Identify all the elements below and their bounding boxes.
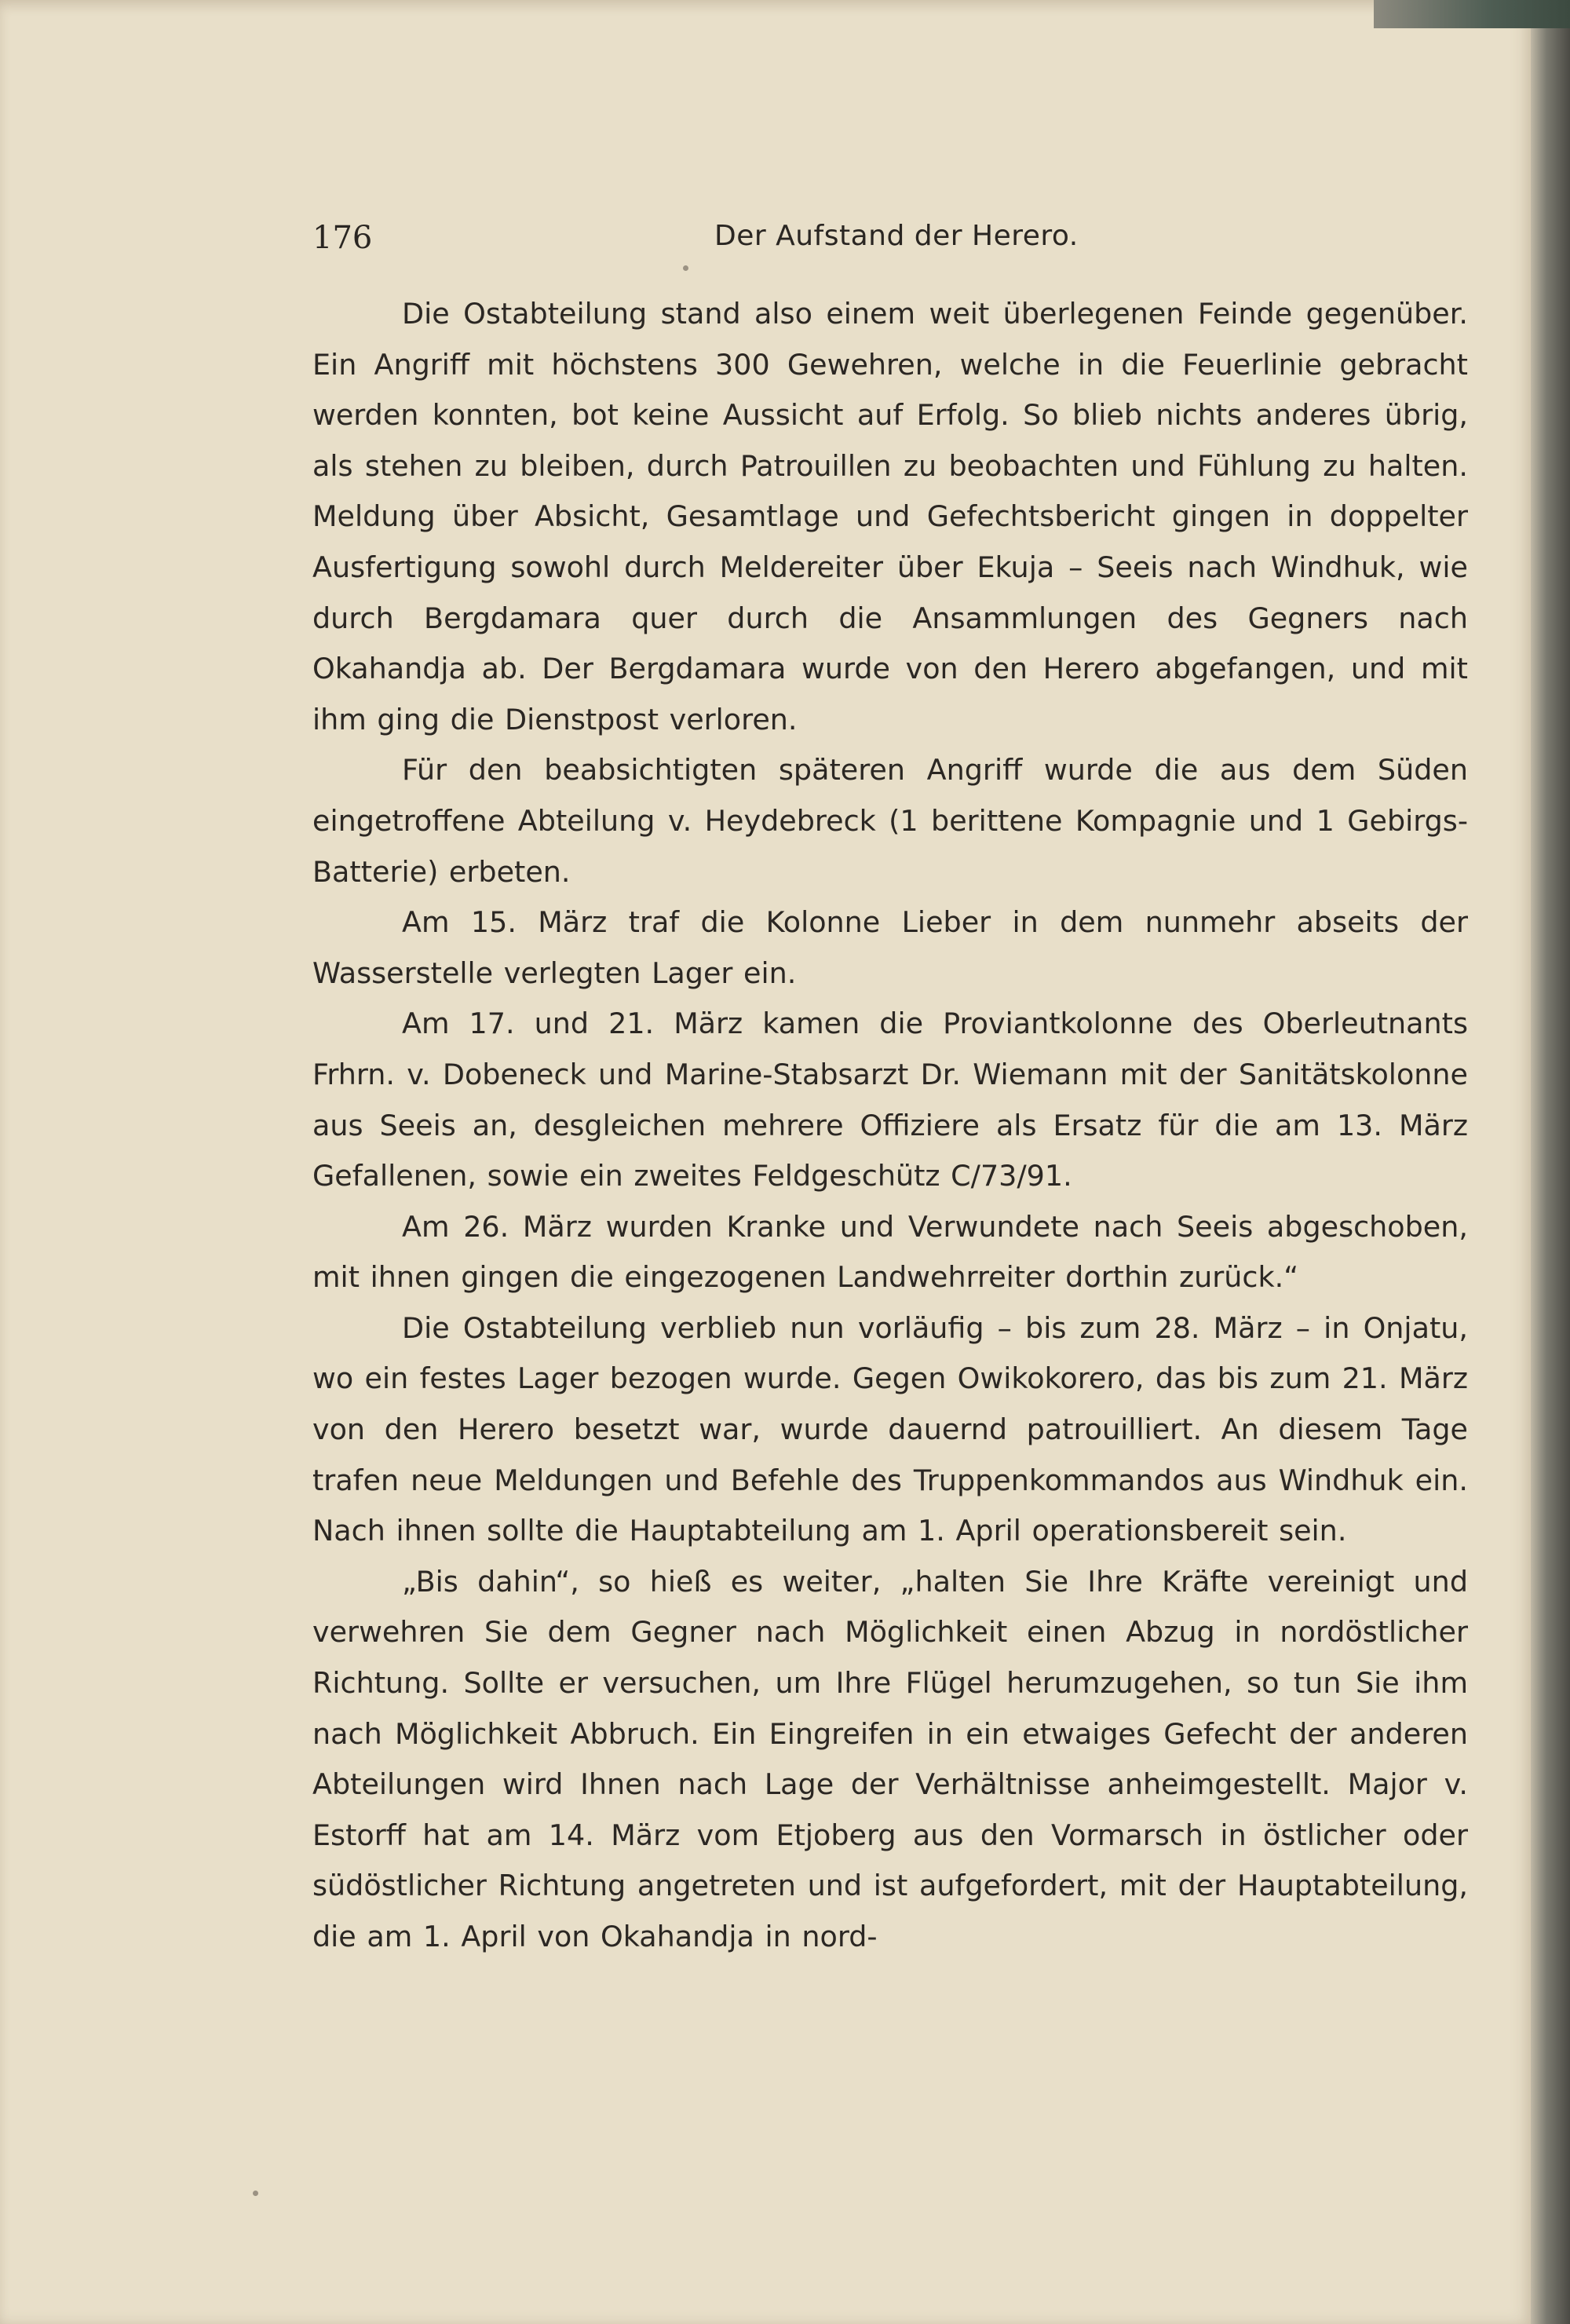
paper-speck: [683, 265, 688, 271]
paragraph: Für den beabsichtigten späteren Angriff wurde die aus dem Süden eingetroffene Abteilung v. Heydebreck (1 berittene Kompagnie und 1 Gebirgs-Batterie) erbeten.: [312, 753, 1468, 889]
page-header: [312, 220, 1466, 259]
paragraph: Am 17. und 21. März kamen die Proviantkolonne des Oberleutnants Frhrn. v. Dobeneck und Marine-Stabsarzt Dr. Wiemann mit der Sanitätskolonne aus Seeis an, desgleichen mehrere Offiziere als Ersatz für die am 13. März Gefallenen, sowie ein zweites Feldgeschütz C/73/91.: [312, 1007, 1468, 1193]
page-number: 176: [312, 220, 373, 256]
book-cover-edge-top: [1374, 0, 1570, 28]
paragraph: „Bis dahin“, so hieß es weiter, „halten Sie Ihre Kräfte vereinigt und verwehren Sie dem Gegner nach Möglichkeit einen Abzug in nordöstlicher Richtung. Sollte er versuchen, um Ihre Flügel herumzugehen, so tun Sie ihm nach Möglichkeit Abbruch. Ein Eingreifen in ein etwaiges Gefecht der anderen Abteilungen wird Ihnen nach Lage der Verhältnisse anheimgestellt. Major v. Estorff hat am 14. März vom Etjoberg aus den Vormarsch in östlicher oder südöstlicher Richtung angetreten und ist aufgefordert, mit der Hauptabteilung, die am 1. April von Okahandja in nord-: [312, 1564, 1468, 1953]
paper-speck: [253, 2191, 258, 2196]
paragraph: Am 15. März traf die Kolonne Lieber in dem nunmehr abseits der Wasserstelle verlegten Lager ein.: [312, 905, 1468, 990]
book-cover-edge-right: [1531, 28, 1570, 2324]
paragraph: Die Ostabteilung verblieb nun vorläufig – bis zum 28. März – in Onjatu, wo ein festes Lager bezogen wurde. Gegen Owikokorero, das bis zum 21. März von den Herero besetzt war, wurde dauernd patrouilliert. An diesem Tage trafen neue Meldungen und Befehle des Truppenkommandos aus Windhuk ein. Nach ihnen sollte die Hauptabteilung am 1. April operationsbereit sein.: [312, 1310, 1468, 1548]
paragraph: Die Ostabteilung stand also einem weit überlegenen Feinde gegenüber. Ein Angriff mit höchstens 300 Gewehren, welche in die Feuerlinie gebracht werden konnten, bot keine Aussicht auf Erfolg. So blieb nichts anderes übrig, als stehen zu bleiben, durch Patrouillen zu beobachten und Fühlung zu halten. Meldung über Absicht, Gesamtlage und Gefechtsbericht gingen in doppelter Ausfertigung sowohl durch Meldereiter über Ekuja – Seeis nach Windhuk, wie durch Bergdamara quer durch die Ansammlungen des Gegners nach Okahandja ab. Der Bergdamara wurde von den Herero abgefangen, und mit ihm ging die Dienstpost verloren.: [312, 297, 1468, 736]
running-title: Der Aufstand der Herero.: [714, 220, 1079, 252]
body-text: [312, 289, 1468, 1963]
paragraph: Am 26. März wurden Kranke und Verwundete nach Seeis abgeschoben, mit ihnen gingen die eingezogenen Landwehrreiter dorthin zurück.“: [312, 1209, 1468, 1295]
